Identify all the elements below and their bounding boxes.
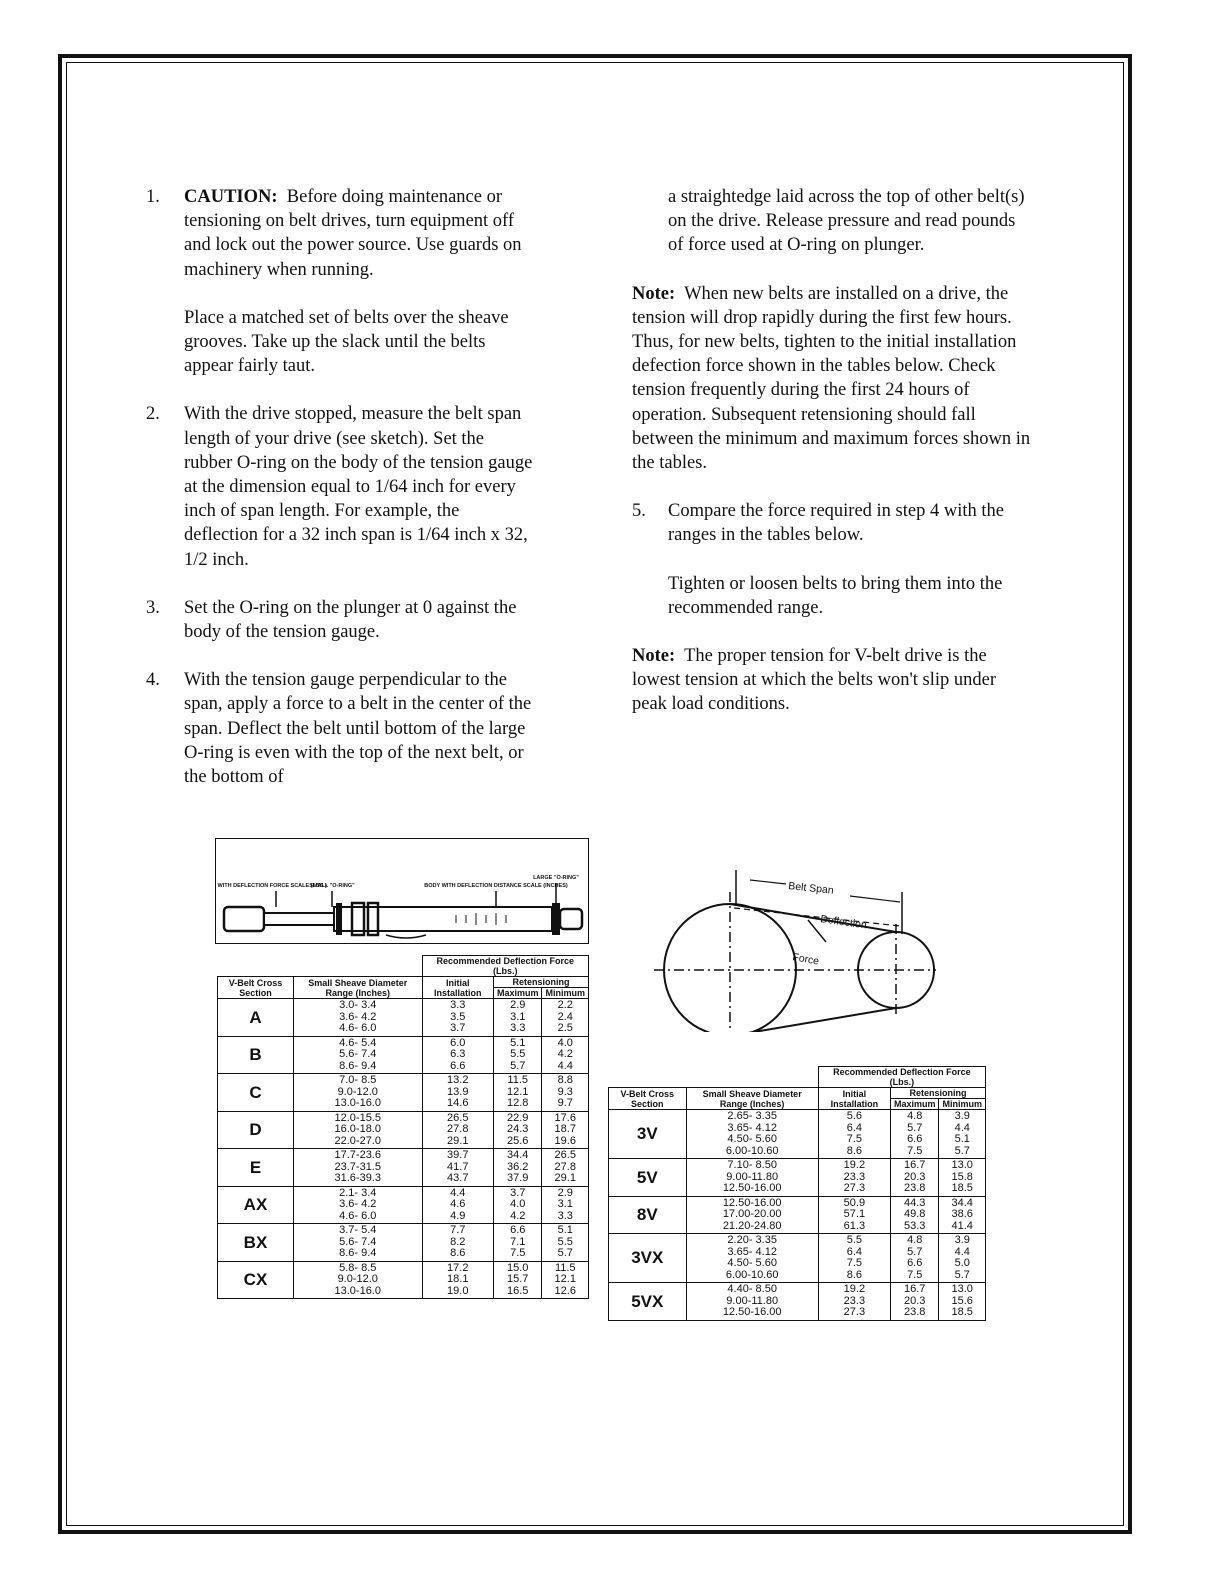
value: 4.4 (557, 1059, 573, 1072)
value: 3.6- 4.2 (339, 1198, 377, 1210)
value: 9.3 (557, 1085, 573, 1098)
header-maximum: Maximum (890, 1099, 939, 1110)
maximum-cell (493, 1186, 542, 1224)
note-text: The proper tension for V-belt drive is the lowest tension at which the belts won't slip under peak load conditions. (632, 646, 997, 715)
value: 4.0 (557, 1036, 573, 1049)
value: 17.00-20.00 (722, 1208, 782, 1220)
value: 2.9 (510, 999, 526, 1011)
table-row (218, 1074, 589, 1112)
step-number: 3. (146, 597, 160, 618)
step-number: 1. (146, 187, 160, 207)
step-text: Before doing maintenance or tensioning on belt drives, turn equipment off and lock out the power source. Use guards on machinery when running. (184, 187, 522, 280)
value: 23.3 (843, 1294, 866, 1307)
gauge-label-small-oring: SMALL "O-RING" (309, 883, 355, 889)
value: 5.7 (954, 1144, 970, 1157)
value: 18.5 (951, 1306, 973, 1318)
step-4-continued: a straightedge laid across the top of other belt(s) on the drive. Release pressure and read pounds of force used at O-ring on plunger. (668, 187, 1025, 256)
value: 17.7-23.6 (334, 1149, 381, 1161)
value: 16.0-18.0 (334, 1123, 381, 1135)
value: 5.5 (510, 1048, 526, 1060)
value: 12.50-16.00 (722, 1306, 782, 1318)
maximum-cell (890, 1196, 939, 1234)
value: 12.8 (507, 1097, 529, 1109)
value: 13.0 (951, 1159, 973, 1171)
value: 2.20- 3.35 (727, 1234, 777, 1246)
initial-cell (422, 1261, 493, 1299)
value: 4.9 (450, 1209, 466, 1222)
header-initial: Initial Installation (818, 1088, 890, 1110)
value: 41.7 (447, 1160, 469, 1173)
initial-cell (422, 1186, 493, 1224)
value: 18.5 (951, 1182, 973, 1194)
tension-gauge-illustration (215, 838, 589, 944)
cross-section-cell: AX (218, 1186, 294, 1224)
value: 16.5 (507, 1284, 529, 1297)
value: 8.6 (450, 1247, 466, 1259)
value: 3.65- 4.12 (727, 1121, 777, 1134)
value: 4.6- 6.0 (339, 1022, 377, 1034)
minimum-cell (939, 1283, 986, 1321)
small-oring (336, 903, 342, 935)
deflection-force-table-classical (217, 955, 589, 1299)
value: 15.0 (507, 1261, 529, 1274)
cross-section-cell: 5VX (609, 1283, 687, 1321)
plunger-shaft (264, 913, 334, 925)
maximum-cell (890, 1159, 939, 1197)
value: 21.20-24.80 (722, 1219, 782, 1232)
table-row (609, 1234, 986, 1283)
initial-cell (818, 1110, 890, 1159)
maximum-cell (493, 1224, 542, 1262)
value: 4.6- 6.0 (339, 1209, 377, 1222)
value: 3.1 (557, 1198, 573, 1210)
note-2 (632, 644, 1034, 717)
value: 23.8 (904, 1182, 926, 1194)
step-2 (146, 402, 536, 571)
value: 5.7 (907, 1245, 923, 1258)
initial-cell (818, 1283, 890, 1321)
value: 19.0 (447, 1284, 469, 1297)
value: 38.6 (951, 1208, 973, 1220)
table-row (609, 1196, 986, 1234)
step-text-2: Place a matched set of belts over the sheave grooves. Take up the slack until the belts appear fairly taut. (184, 307, 509, 377)
diameter-range-cell (293, 1186, 422, 1224)
value: 6.3 (450, 1048, 466, 1060)
value: 8.8 (557, 1074, 573, 1086)
value: 3.7 (510, 1186, 526, 1199)
value: 23.3 (843, 1170, 866, 1183)
maximum-cell (493, 1074, 542, 1112)
gauge-label-plunger: WITH DEFLECTION FORCE SCALE (LBS.) (217, 883, 327, 889)
value: 26.5 (447, 1111, 469, 1124)
value: 20.3 (904, 1294, 926, 1307)
value: 7.5 (907, 1144, 923, 1157)
minimum-cell (939, 1196, 986, 1234)
value: 4.40- 8.50 (727, 1283, 777, 1295)
maximum-cell (890, 1110, 939, 1159)
gauge-body (334, 907, 552, 931)
value: 61.3 (843, 1219, 866, 1232)
value: 6.6 (510, 1224, 526, 1236)
value: 27.3 (843, 1306, 866, 1318)
gauge-label-body: BODY WITH DEFLECTION DISTANCE SCALE (INCHES) (424, 883, 568, 889)
header-diameter-range: Small Sheave Diameter Range (Inches) (686, 1088, 818, 1110)
diameter-range-cell (686, 1283, 818, 1321)
minimum-cell (542, 1036, 589, 1074)
value: 3.9 (954, 1234, 970, 1246)
cross-section-cell: 3VX (609, 1234, 687, 1283)
table-row (218, 1224, 589, 1262)
value: 3.7 (450, 1022, 466, 1034)
value: 4.8 (907, 1110, 923, 1122)
minimum-cell (542, 1074, 589, 1112)
table-row (218, 1149, 589, 1187)
value: 8.6- 9.4 (339, 1247, 377, 1259)
value: 13.0-16.0 (334, 1284, 381, 1297)
value: 5.0 (954, 1257, 970, 1269)
value: 15.7 (507, 1273, 529, 1285)
value: 6.4 (846, 1121, 863, 1134)
value: 29.1 (554, 1172, 576, 1184)
deflection-label: Deflection (819, 913, 868, 932)
value: 39.7 (447, 1149, 469, 1161)
note-label: Note: (632, 646, 676, 667)
minimum-cell (542, 1186, 589, 1224)
value: 11.5 (554, 1261, 576, 1274)
value: 9.0-12.0 (337, 1273, 378, 1285)
value: 18.1 (447, 1273, 469, 1285)
value: 9.00-11.80 (726, 1294, 779, 1307)
belt-span-sketch (650, 862, 940, 1032)
value: 12.0-15.5 (334, 1111, 381, 1124)
value: 2.5 (557, 1022, 573, 1034)
value: 9.7 (557, 1097, 573, 1109)
value: 17.2 (447, 1261, 469, 1274)
value: 5.7 (907, 1121, 923, 1134)
table-row (218, 1111, 589, 1149)
value: 4.8 (907, 1234, 923, 1246)
header-minimum: Minimum (939, 1099, 986, 1110)
value: 7.1 (510, 1235, 526, 1248)
value: 5.5 (846, 1234, 863, 1246)
value: 19.2 (843, 1159, 866, 1171)
table-row (218, 1261, 589, 1299)
step-1 (146, 185, 536, 378)
step-text: Compare the force required in step 4 with the ranges in the tables below. (668, 501, 1004, 546)
value: 26.5 (554, 1149, 576, 1161)
table-row (218, 1036, 589, 1074)
value: 25.6 (507, 1134, 529, 1147)
value: 6.6 (907, 1133, 923, 1145)
value: 4.2 (557, 1048, 573, 1060)
value: 36.2 (507, 1160, 529, 1173)
value: 12.6 (554, 1284, 576, 1297)
diameter-range-cell (293, 999, 422, 1037)
minimum-cell (939, 1234, 986, 1283)
value: 3.1 (510, 1010, 526, 1023)
value: 2.2 (557, 999, 573, 1011)
diameter-range-cell (686, 1234, 818, 1283)
header-retensioning: Retensioning (890, 1088, 985, 1099)
value: 3.9 (954, 1110, 970, 1122)
value: 13.9 (447, 1085, 469, 1098)
minimum-cell (939, 1110, 986, 1159)
value: 3.5 (450, 1010, 466, 1023)
initial-cell (818, 1159, 890, 1197)
value: 5.1 (557, 1224, 573, 1236)
value: 27.3 (843, 1182, 866, 1194)
table-row (609, 1159, 986, 1197)
minimum-cell (542, 1224, 589, 1262)
table-row (218, 999, 589, 1037)
value: 57.1 (843, 1208, 866, 1220)
value: 4.4 (954, 1245, 970, 1258)
step-number: 5. (632, 501, 646, 522)
value: 6.6 (450, 1059, 466, 1072)
initial-cell (422, 1036, 493, 1074)
value: 3.7- 5.4 (339, 1224, 377, 1236)
value: 6.4 (846, 1245, 863, 1258)
value: 3.3 (510, 1022, 526, 1034)
value: 13.2 (447, 1074, 469, 1086)
value: 5.7 (557, 1247, 573, 1259)
value: 53.3 (904, 1219, 926, 1232)
header-retensioning: Retensioning (493, 977, 588, 988)
value: 8.6 (846, 1268, 863, 1281)
value: 18.7 (554, 1123, 576, 1135)
caution-label: CAUTION: (184, 187, 278, 207)
value: 7.5 (510, 1247, 526, 1259)
step-5 (632, 499, 1034, 620)
value: 8.2 (450, 1235, 466, 1248)
value: 6.0 (450, 1036, 466, 1049)
value: 8.6- 9.4 (339, 1059, 377, 1072)
value: 9.00-11.80 (726, 1170, 779, 1183)
diameter-range-cell (293, 1074, 422, 1112)
value: 6.00-10.60 (725, 1144, 779, 1157)
value: 13.0 (951, 1283, 973, 1295)
diameter-range-cell (293, 1111, 422, 1149)
value: 4.6 (450, 1198, 466, 1210)
initial-cell (422, 1111, 493, 1149)
value: 43.7 (447, 1172, 469, 1184)
value: 27.8 (554, 1160, 576, 1173)
value: 14.6 (447, 1097, 469, 1109)
value: 22.0-27.0 (334, 1134, 381, 1147)
value: 12.1 (554, 1273, 576, 1285)
value: 7.10- 8.50 (727, 1159, 777, 1171)
initial-cell (422, 1224, 493, 1262)
value: 16.7 (904, 1283, 926, 1295)
value: 44.3 (904, 1196, 926, 1209)
value: 31.6-39.3 (334, 1172, 381, 1184)
initial-cell (422, 999, 493, 1037)
note-1 (632, 282, 1034, 476)
header-diameter-range: Small Sheave Diameter Range (Inches) (293, 977, 422, 999)
maximum-cell (493, 1261, 542, 1299)
header-minimum: Minimum (542, 988, 589, 999)
value: 6.6 (907, 1257, 923, 1269)
cross-section-cell: E (218, 1149, 294, 1187)
minimum-cell (542, 1149, 589, 1187)
cross-section-cell: D (218, 1111, 294, 1149)
diameter-range-cell (293, 1224, 422, 1262)
cross-section-cell: 3V (609, 1110, 687, 1159)
value: 24.3 (507, 1123, 529, 1135)
value: 9.0-12.0 (337, 1085, 378, 1098)
step-text: With the drive stopped, measure the belt span length of your drive (see sketch). Set the rubber O-ring on the body of the tension gauge at the dimension equal to 1/64 inch for every inch of span length. For example, the deflection for a 32 inch span is 1/64 inch x 32, 1/2 inch. (184, 404, 533, 570)
header-maximum: Maximum (493, 988, 542, 999)
step-text-2: Tighten or loosen belts to bring them into the recommended range. (668, 573, 1003, 618)
value: 4.2 (510, 1209, 526, 1222)
tension-gauge-drawing (216, 839, 587, 942)
gauge-label-large-oring: LARGE "O-RING" (533, 875, 579, 881)
diameter-range-cell (686, 1196, 818, 1234)
value: 49.8 (904, 1208, 926, 1220)
value: 7.5 (846, 1133, 863, 1145)
value: 11.5 (507, 1074, 529, 1086)
initial-cell (818, 1196, 890, 1234)
value: 2.9 (557, 1186, 573, 1199)
value: 41.4 (951, 1219, 973, 1232)
initial-cell (422, 1149, 493, 1187)
value: 50.9 (843, 1196, 866, 1209)
table-row (609, 1110, 986, 1159)
value: 17.6 (554, 1111, 576, 1124)
value: 12.50-16.00 (722, 1182, 782, 1194)
value: 12.50-16.00 (722, 1196, 782, 1209)
minimum-cell (939, 1159, 986, 1197)
value: 8.6 (846, 1144, 863, 1157)
diameter-range-cell (686, 1159, 818, 1197)
initial-cell (818, 1234, 890, 1283)
force-label: Force (791, 951, 820, 968)
cross-section-cell: B (218, 1036, 294, 1074)
table-row (609, 1283, 986, 1321)
value: 4.4 (450, 1186, 466, 1199)
plunger-handle (224, 907, 264, 931)
value: 12.1 (507, 1085, 529, 1098)
diameter-range-cell (293, 1036, 422, 1074)
value: 5.7 (954, 1268, 970, 1281)
cross-section-cell: 5V (609, 1159, 687, 1197)
value: 29.1 (447, 1134, 469, 1147)
header-cross-section: V-Belt Cross Section (218, 977, 294, 999)
value: 2.65- 3.35 (727, 1110, 777, 1122)
step-number: 4. (146, 670, 160, 691)
value: 7.5 (907, 1268, 923, 1281)
value: 7.7 (450, 1224, 466, 1236)
maximum-cell (493, 1149, 542, 1187)
maximum-cell (493, 1036, 542, 1074)
value: 5.7 (510, 1059, 526, 1072)
maximum-cell (890, 1234, 939, 1283)
value: 15.8 (951, 1170, 973, 1183)
value: 34.4 (951, 1196, 973, 1209)
step-3 (146, 596, 536, 644)
cross-section-cell: 8V (609, 1196, 687, 1234)
value: 6.00-10.60 (725, 1268, 779, 1281)
value: 3.3 (450, 999, 466, 1011)
right-column (632, 185, 1034, 741)
value: 4.50- 5.60 (727, 1133, 777, 1145)
value: 20.3 (904, 1170, 926, 1183)
value: 16.7 (904, 1159, 926, 1171)
value: 5.6- 7.4 (339, 1048, 377, 1060)
left-column (146, 185, 536, 813)
minimum-cell (542, 999, 589, 1037)
value: 23.7-31.5 (334, 1160, 381, 1173)
value: 15.6 (951, 1294, 973, 1307)
value: 27.8 (447, 1123, 469, 1135)
cross-section-cell: CX (218, 1261, 294, 1299)
value: 7.5 (846, 1257, 863, 1269)
maximum-cell (890, 1283, 939, 1321)
note-label: Note: (632, 283, 676, 304)
value: 3.3 (557, 1209, 573, 1222)
value: 23.8 (904, 1306, 926, 1318)
header-initial: Initial Installation (422, 977, 493, 999)
value: 4.4 (954, 1121, 970, 1134)
note-text: When new belts are installed on a drive, the tension will drop rapidly during the first few hours. Thus, for new belts, tighten to the initial installation defection force shown in the tables below. Check tension frequently during the first 24 hours of operation. Subsequent retensioning should fall between the minimum and maximum forces shown in the tables. (632, 283, 1031, 474)
value: 3.0- 3.4 (339, 999, 377, 1011)
value: 34.4 (507, 1149, 529, 1161)
value: 5.1 (510, 1036, 526, 1049)
header-recommended: Recommended Deflection Force (Lbs.) (422, 956, 588, 977)
cross-section-cell: C (218, 1074, 294, 1112)
diameter-range-cell (686, 1110, 818, 1159)
value: 5.6 (846, 1110, 863, 1122)
header-recommended: Recommended Deflection Force (Lbs.) (818, 1067, 985, 1088)
maximum-cell (493, 999, 542, 1037)
minimum-cell (542, 1111, 589, 1149)
value: 2.1- 3.4 (339, 1186, 377, 1199)
value: 5.8- 8.5 (339, 1261, 377, 1274)
value: 5.6- 7.4 (339, 1235, 377, 1248)
value: 13.0-16.0 (334, 1097, 381, 1109)
step-number: 2. (146, 404, 160, 425)
value: 4.50- 5.60 (727, 1257, 777, 1269)
value: 22.9 (507, 1111, 529, 1124)
value: 3.6- 4.2 (339, 1010, 377, 1023)
step-text: Set the O-ring on the plunger at 0 against the body of the tension gauge. (184, 597, 517, 643)
step-text: With the tension gauge perpendicular to the span, apply a force to a belt in the center of the span. Deflect the belt until bottom of the large O-ring is even with the top of the next belt, or the bottom of (184, 670, 532, 788)
header-cross-section: V-Belt Cross Section (609, 1088, 687, 1110)
table-row (218, 1186, 589, 1224)
value: 4.0 (510, 1198, 526, 1210)
value: 19.2 (843, 1283, 866, 1295)
maximum-cell (493, 1111, 542, 1149)
deflection-force-table-narrow (608, 1066, 986, 1321)
value: 2.4 (557, 1010, 573, 1023)
diameter-range-cell (293, 1261, 422, 1299)
value: 5.1 (954, 1133, 970, 1145)
cross-section-cell: A (218, 999, 294, 1037)
value: 4.6- 5.4 (339, 1036, 377, 1049)
diameter-range-cell (293, 1149, 422, 1187)
initial-cell (422, 1074, 493, 1112)
value: 7.0- 8.5 (339, 1074, 377, 1086)
value: 3.65- 4.12 (727, 1245, 777, 1258)
value: 37.9 (507, 1172, 529, 1184)
cross-section-cell: BX (218, 1224, 294, 1262)
value: 5.5 (557, 1235, 573, 1248)
belt-span-label: Belt Span (787, 880, 835, 897)
step-4 (146, 668, 536, 789)
value: 19.6 (554, 1134, 576, 1147)
minimum-cell (542, 1261, 589, 1299)
